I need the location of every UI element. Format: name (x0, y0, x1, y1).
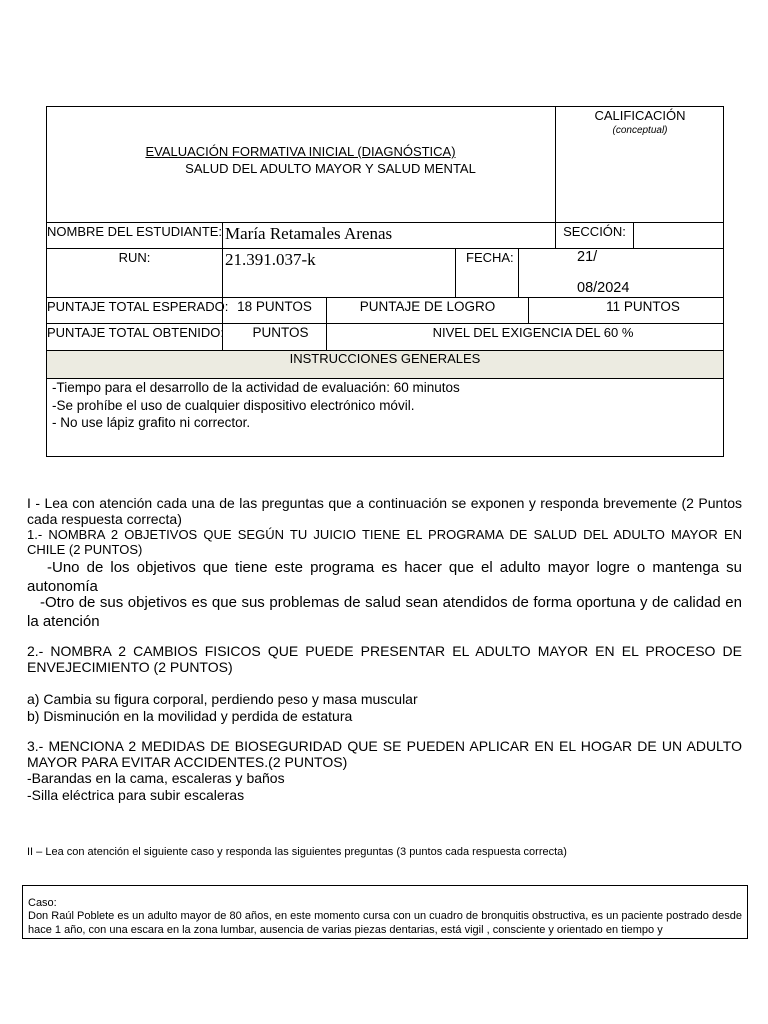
grade-sublabel: (conceptual) (612, 125, 668, 136)
date-value-line1: 21/ (577, 249, 598, 265)
row-divider (46, 323, 724, 324)
case-label: Caso: (28, 897, 57, 909)
case-text: Don Raúl Poblete es un adulto mayor de 80 años, en este momento cursa con un cuadro de bronquitis obstructiva, es un paciente postrado desde hace 1 año, con una escara en la zona lumbar, ausencia de varias piezas dentarias, está vigil , consciente y orientado en tiempo y (28, 910, 742, 936)
obtained-score-label: PUNTAJE TOTAL OBTENIDO: (47, 325, 224, 340)
expected-score-label: PUNTAJE TOTAL ESPERADO: (47, 299, 229, 314)
col-divider (455, 248, 456, 298)
instruction-item: -Tiempo para el desarrollo de la actividad de evaluación: 60 minutos (52, 380, 460, 395)
answer-1a: -Uno de los objetivos que tiene este programa es hacer que el adulto mayor logre o mantenga su autonomía (27, 559, 742, 595)
col-divider (518, 248, 519, 298)
achievement-score-label: PUNTAJE DE LOGRO (359, 299, 496, 314)
col-divider (633, 222, 634, 249)
answer-1b: -Otro de sus objetivos es que sus problemas de salud sean atendidos de forma oportuna y de calidad en la atención (27, 594, 742, 630)
student-name-value: María Retamales Arenas (225, 224, 393, 243)
question-2: 2.- NOMBRA 2 CAMBIOS FISICOS QUE PUEDE PRESENTAR EL ADULTO MAYOR EN EL PROCESO DE ENVEJECIMIENTO (2 PUNTOS) (27, 643, 742, 675)
row-divider (46, 297, 724, 298)
obtained-score-value: PUNTOS (252, 325, 309, 340)
section1-intro: I - Lea con atención cada una de las preguntas que a continuación se exponen y responda brevemente (2 Puntos cada respuesta correcta) (27, 495, 742, 527)
demand-level-text: NIVEL DEL EXIGENCIA DEL 60 % (432, 325, 634, 340)
row-divider (46, 222, 724, 223)
answer-2a: a) Cambia su figura corporal, perdiendo peso y masa muscular (27, 691, 418, 707)
case-box (22, 885, 748, 939)
section-label: SECCIÓN: (563, 224, 626, 239)
run-value: 21.391.037-k (225, 250, 316, 269)
instructions-heading: INSTRUCCIONES GENERALES (289, 351, 481, 366)
section2-intro: II – Lea con atención el siguiente caso y responda las siguientes preguntas (3 puntos cada respuesta correcta) (27, 846, 567, 858)
answer-3b: -Silla eléctrica para subir escaleras (27, 787, 245, 803)
instruction-item: - No use lápiz grafito ni corrector. (52, 415, 251, 430)
question-3: 3.- MENCIONA 2 MEDIDAS DE BIOSEGURIDAD QUE SE PUEDEN APLICAR EN EL HOGAR DE UN ADULTO MAYOR PARA EVITAR ACCIDENTES.(2 PUNTOS) (27, 738, 742, 770)
row-divider (46, 378, 724, 379)
instruction-item: -Se prohíbe el uso de cualquier dispositivo electrónico móvil. (52, 398, 415, 413)
grade-label: CALIFICACIÓN (594, 108, 686, 123)
answer-3a: -Barandas en la cama, escaleras y baños (27, 770, 285, 786)
expected-score-value: 18 PUNTOS (237, 299, 312, 314)
student-name-label: NOMBRE DEL ESTUDIANTE: (47, 224, 223, 239)
answer-2b: b) Disminución en la movilidad y perdida de estatura (27, 708, 353, 724)
evaluation-subtitle: SALUD DEL ADULTO MAYOR Y SALUD MENTAL (185, 161, 476, 176)
date-label: FECHA: (466, 250, 514, 265)
row-divider (46, 248, 724, 249)
run-label: RUN: (118, 250, 151, 265)
evaluation-title: EVALUACIÓN FORMATIVA INICIAL (DIAGNÓSTICA) (145, 144, 456, 159)
date-value-line2: 08/2024 (577, 280, 630, 296)
achievement-score-value: 11 PUNTOS (606, 299, 680, 314)
question-1: 1.- NOMBRA 2 OBJETIVOS QUE SEGÚN TU JUICIO TIENE EL PROGRAMA DE SALUD DEL ADULTO MAYOR EN CHILE (2 PUNTOS) (27, 527, 742, 557)
